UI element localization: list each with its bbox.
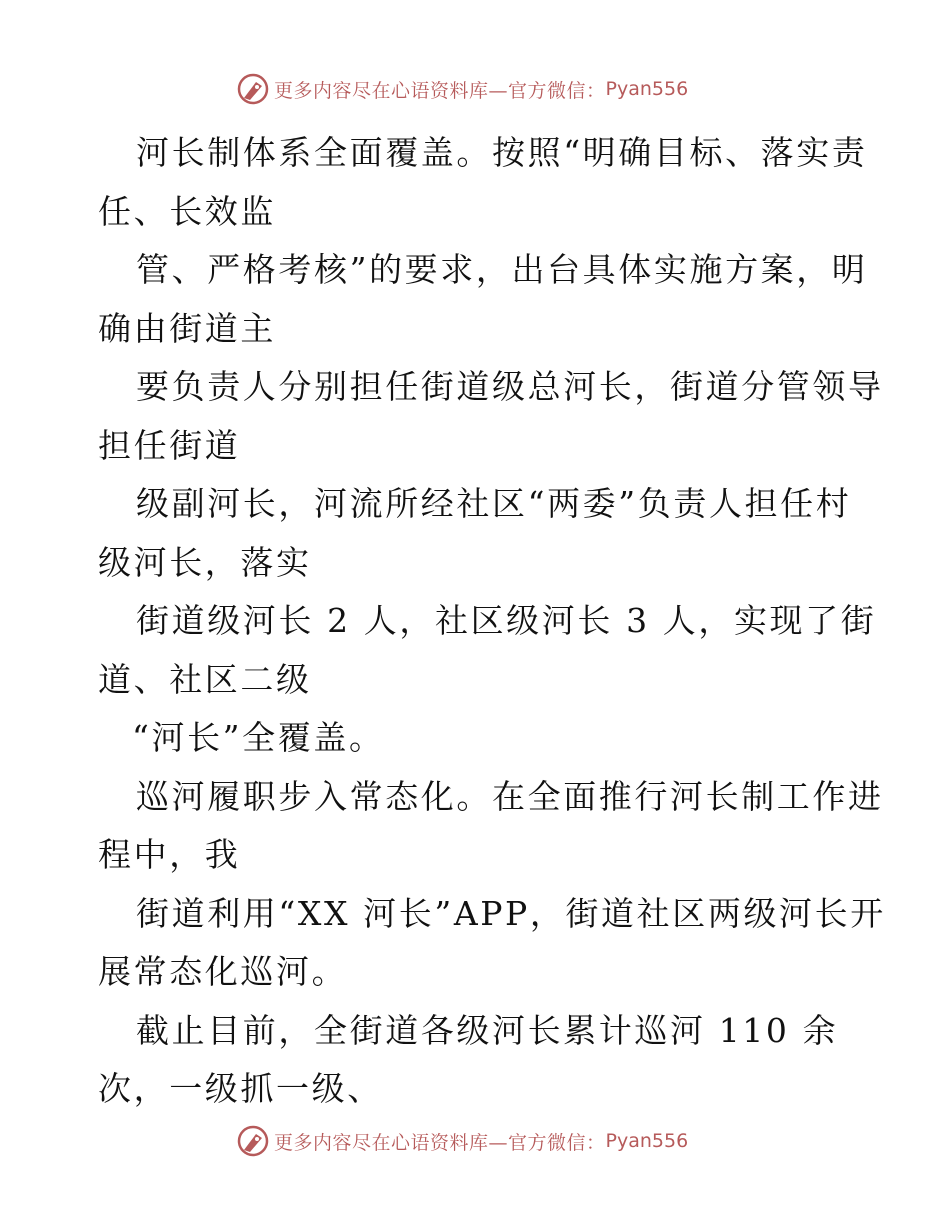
body-line: 道、社区二级: [98, 659, 312, 699]
pen-nib-logo-icon: [236, 72, 270, 106]
header-watermark: [236, 72, 756, 106]
body-line: 展常态化巡河。: [98, 952, 348, 991]
body-line: 管、严格考核”的要求，出台具体实施方案，明: [136, 250, 868, 289]
body-line: 街道级河长 2 人，社区级河长 3 人，实现了街: [136, 601, 877, 640]
pen-nib-logo-icon: [236, 1124, 270, 1158]
body-line: 截止目前，全街道各级河长累计巡河 110 余: [136, 1010, 839, 1050]
body-line: 巡河履职步入常态化。在全面推行河长制工作进: [136, 776, 884, 816]
body-line: 任、长效监: [98, 191, 276, 231]
body-line: 级副河长，河流所经社区“两委”负责人担任村: [136, 484, 852, 523]
document-body: [98, 124, 886, 1119]
body-line: 河长制体系全面覆盖。按照“明确目标、落实责: [136, 133, 868, 172]
watermark-wechat-id: Pyan556: [605, 78, 689, 100]
body-line: “河长”全覆盖。: [132, 718, 385, 757]
body-line: 次，一级抓一级、: [98, 1069, 383, 1108]
watermark-text: 更多内容尽在心语资料库—官方微信：: [274, 1131, 606, 1154]
footer-watermark: [236, 1124, 756, 1158]
watermark-text: 更多内容尽在心语资料库—官方微信：: [274, 79, 606, 102]
body-line: 程中，我: [98, 835, 241, 874]
body-line: 担任街道: [98, 425, 241, 465]
body-line: 街道利用“XX 河长”APP，街道社区两级河长开: [136, 893, 886, 933]
body-line: 级河长，落实: [98, 542, 312, 582]
body-line: 要负责人分别担任街道级总河长，街道分管领导: [136, 367, 884, 406]
body-line: 确由街道主: [98, 308, 276, 348]
watermark-wechat-id: Pyan556: [605, 1130, 689, 1152]
